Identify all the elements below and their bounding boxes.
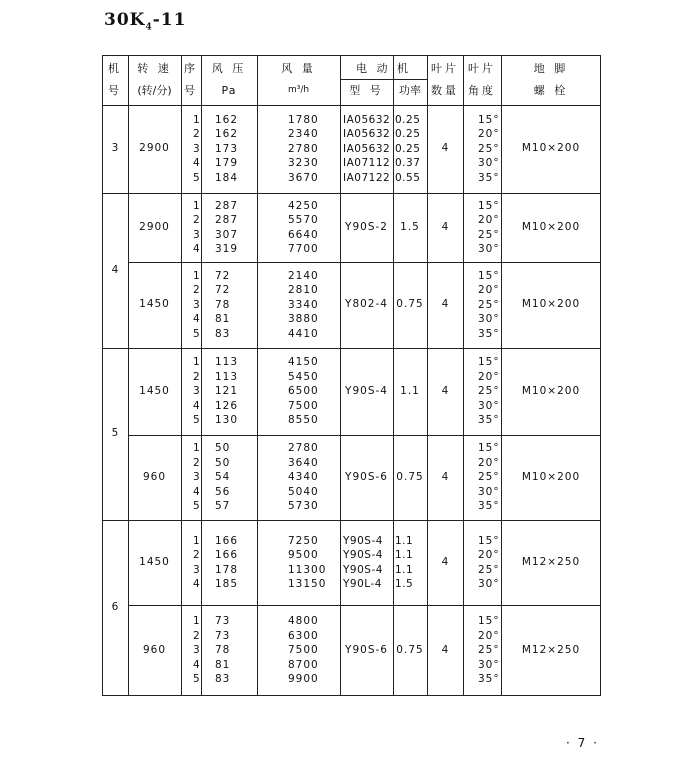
row-group-divider xyxy=(128,435,601,436)
flow-value: 9500 xyxy=(288,549,319,561)
blade-count-value: 4 xyxy=(441,298,449,310)
motor-power-value: 1.1 xyxy=(395,563,414,576)
flow-value: 3640 xyxy=(288,456,319,469)
blade-angle-value-column xyxy=(478,614,500,687)
pressure-value: 319 xyxy=(215,243,239,255)
machine-number: 5 xyxy=(111,427,119,439)
column-divider xyxy=(427,55,428,696)
row-group-divider xyxy=(128,262,601,263)
motor-model-value: IA05632 xyxy=(343,142,391,155)
seq-value: 5 xyxy=(193,414,201,427)
seq-value: 4 xyxy=(193,243,201,255)
motor-power-value-column xyxy=(395,113,420,186)
machine-number: 4 xyxy=(111,263,119,276)
flow-value-column xyxy=(288,614,319,687)
pressure-value: 83 xyxy=(215,673,231,686)
flow-value-column xyxy=(288,113,319,186)
flow-value: 13150 xyxy=(288,578,327,590)
seq-value: 2 xyxy=(193,214,201,226)
pressure-value-column xyxy=(215,441,230,514)
seq-value: 2 xyxy=(193,284,201,297)
flow-value: 2810 xyxy=(288,284,319,297)
motor-power-value: 0.55 xyxy=(395,171,421,184)
seq-value: 5 xyxy=(193,327,201,340)
pressure-value: 72 xyxy=(215,269,231,282)
motor-power-value: 0.25 xyxy=(395,128,421,141)
column-divider xyxy=(501,55,502,696)
flow-value: 7500 xyxy=(288,644,319,657)
header-machine-no: 号 xyxy=(108,84,122,97)
pressure-value-column xyxy=(215,355,238,428)
blade-count-value: 4 xyxy=(441,643,449,656)
seq-value-column xyxy=(193,269,201,342)
seq-value: 3 xyxy=(193,563,201,576)
header-seq: 号 xyxy=(184,84,198,97)
blade-angle-value: 20° xyxy=(478,549,500,561)
pressure-value: 50 xyxy=(215,456,231,469)
flow-value: 6640 xyxy=(288,228,319,241)
blade-angle-value: 30° xyxy=(478,485,500,498)
blade-angle-value: 25° xyxy=(478,471,500,484)
flow-value: 7250 xyxy=(288,534,319,547)
table-border-right xyxy=(600,55,601,696)
flow-value: 4800 xyxy=(288,615,319,628)
pressure-value: 50 xyxy=(215,442,231,455)
blade-angle-value: 35° xyxy=(478,327,500,340)
motor-model-value: Y90L-4 xyxy=(343,578,382,590)
foot-bolt-value: M10×200 xyxy=(521,384,581,397)
motor-power-value: 1.1 xyxy=(400,384,420,397)
speed-value: 2900 xyxy=(139,220,170,233)
motor-model-value: Y90S-4 xyxy=(345,384,388,397)
seq-value-column xyxy=(193,614,201,687)
seq-value: 2 xyxy=(193,128,201,141)
row-group-divider xyxy=(102,193,601,194)
blade-angle-value: 35° xyxy=(478,414,500,427)
pressure-value: 78 xyxy=(215,644,231,657)
motor-power-value: 1.1 xyxy=(395,534,414,547)
blade-angle-value: 30° xyxy=(478,399,500,412)
seq-value: 2 xyxy=(193,456,201,469)
blade-angle-value: 25° xyxy=(478,298,500,311)
flow-value: 6300 xyxy=(288,629,319,642)
column-divider xyxy=(128,55,129,696)
motor-model-value: IA07112 xyxy=(343,157,391,170)
blade-angle-value: 25° xyxy=(478,142,500,155)
blade-angle-value: 20° xyxy=(478,456,500,469)
pressure-value: 287 xyxy=(215,214,239,226)
pressure-value: 179 xyxy=(215,157,239,170)
header-speed: 转 速 xyxy=(137,62,172,75)
pressure-value-column xyxy=(215,113,238,186)
blade-angle-value-column xyxy=(478,355,500,428)
blade-angle-value: 15° xyxy=(478,269,500,282)
blade-angle-value: 30° xyxy=(478,157,500,170)
motor-header-split xyxy=(340,79,427,80)
blade-angle-value: 25° xyxy=(478,228,500,241)
motor-power-value: 0.75 xyxy=(396,470,424,483)
column-divider xyxy=(201,55,202,696)
blade-count-value: 4 xyxy=(441,555,449,568)
flow-value-column xyxy=(288,199,319,257)
blade-angle-value: 30° xyxy=(478,658,500,671)
blade-angle-value: 20° xyxy=(478,214,500,226)
blade-angle-value: 25° xyxy=(478,563,500,576)
header-seq: 序 xyxy=(184,62,198,75)
header-motor-model: 型 号 xyxy=(349,84,384,97)
blade-count-value: 4 xyxy=(441,142,449,154)
pressure-value: 121 xyxy=(215,385,239,398)
blade-angle-value-column xyxy=(478,199,500,257)
speed-value: 960 xyxy=(142,643,167,656)
motor-model-value: Y90S-4 xyxy=(343,549,383,561)
flow-value: 6500 xyxy=(288,385,319,398)
seq-value: 2 xyxy=(193,629,201,642)
blade-angle-value: 30° xyxy=(478,243,500,255)
pressure-value-column xyxy=(215,534,238,592)
flow-value: 8700 xyxy=(288,658,319,671)
header-foot-bolt: 螺 栓 xyxy=(533,84,569,97)
flow-value-column xyxy=(288,441,319,514)
pressure-value: 56 xyxy=(215,485,231,498)
seq-value: 4 xyxy=(193,399,201,412)
blade-angle-value: 30° xyxy=(478,313,500,326)
pressure-value: 126 xyxy=(215,399,239,412)
flow-value: 5730 xyxy=(288,500,319,513)
seq-value: 1 xyxy=(193,356,201,369)
blade-angle-value-column xyxy=(478,534,500,592)
pressure-value: 78 xyxy=(215,298,231,311)
foot-bolt-value: M10×200 xyxy=(521,142,581,154)
pressure-value: 162 xyxy=(215,113,239,126)
row-group-divider xyxy=(102,105,601,106)
pressure-value-column xyxy=(215,614,230,687)
foot-bolt-value: M12×250 xyxy=(521,555,581,568)
speed-value: 1450 xyxy=(139,298,170,310)
flow-value: 2780 xyxy=(288,142,319,155)
flow-value-column xyxy=(288,269,319,342)
flow-value: 5040 xyxy=(288,485,319,498)
seq-value-column xyxy=(193,355,201,428)
table-border-bottom xyxy=(102,695,601,696)
document-title: $30K_4-11$ xyxy=(104,10,187,33)
seq-value: 2 xyxy=(193,549,201,561)
motor-model-value: Y90S-6 xyxy=(345,643,388,656)
pressure-value: 184 xyxy=(215,171,239,184)
flow-value: 11300 xyxy=(288,563,327,576)
blade-angle-value: 15° xyxy=(478,534,500,547)
flow-value: 4150 xyxy=(288,356,319,369)
pressure-value: 173 xyxy=(215,142,239,155)
blade-angle-value: 35° xyxy=(478,171,500,184)
table-border-left xyxy=(102,55,103,696)
foot-bolt-value: M12×250 xyxy=(521,643,581,656)
blade-angle-value-column xyxy=(478,269,500,342)
blade-angle-value: 20° xyxy=(478,370,500,383)
foot-bolt-value: M10×200 xyxy=(521,470,581,483)
seq-value: 3 xyxy=(193,228,201,241)
header-flow-unit: m³/h xyxy=(287,85,310,95)
header-blade-count: 叶片 xyxy=(431,62,459,75)
blade-angle-value: 25° xyxy=(478,385,500,398)
blade-angle-value: 20° xyxy=(478,629,500,642)
blade-angle-value: 35° xyxy=(478,673,500,686)
pressure-value: 54 xyxy=(215,471,231,484)
blade-angle-value: 15° xyxy=(478,356,500,369)
seq-value: 1 xyxy=(193,534,201,547)
motor-model-value: IA05632 xyxy=(343,128,391,141)
blade-angle-value-column xyxy=(478,441,500,514)
row-group-divider xyxy=(102,520,601,521)
fan-spec-table xyxy=(102,55,601,696)
header-speed-unit: (转/分) xyxy=(137,84,172,97)
pressure-value-column xyxy=(215,269,230,342)
motor-model-value-column xyxy=(343,534,383,592)
seq-value-column xyxy=(193,441,201,514)
header-blade-count: 数量 xyxy=(431,84,459,97)
motor-model-value: Y90S-4 xyxy=(343,563,383,576)
flow-value: 7500 xyxy=(288,399,319,412)
seq-value: 4 xyxy=(193,578,201,590)
table-border-top xyxy=(102,55,601,56)
flow-value: 2340 xyxy=(288,128,319,141)
flow-value: 4250 xyxy=(288,199,319,212)
header-pressure-unit: Pa xyxy=(221,84,237,97)
blade-angle-value: 15° xyxy=(478,615,500,628)
flow-value: 3880 xyxy=(288,313,319,326)
page-number: · 7 · xyxy=(566,736,599,750)
pressure-value: 83 xyxy=(215,327,231,340)
column-divider xyxy=(463,55,464,696)
machine-number: 6 xyxy=(111,601,119,613)
pressure-value: 130 xyxy=(215,414,239,427)
seq-value: 4 xyxy=(193,157,201,170)
seq-value: 1 xyxy=(193,113,201,126)
motor-power-value: 0.75 xyxy=(396,643,424,656)
header-motor-power: 功率 xyxy=(399,84,421,97)
flow-value: 2780 xyxy=(288,442,319,455)
pressure-value: 185 xyxy=(215,578,239,590)
flow-value: 3670 xyxy=(288,171,319,184)
flow-value: 2140 xyxy=(288,269,319,282)
seq-value: 5 xyxy=(193,500,201,513)
speed-value: 2900 xyxy=(139,142,170,154)
motor-power-value-column xyxy=(395,534,413,592)
blade-angle-value: 35° xyxy=(478,500,500,513)
flow-value: 8550 xyxy=(288,414,319,427)
blade-angle-value: 20° xyxy=(478,128,500,141)
header-flow: 风 量 xyxy=(281,62,316,75)
blade-angle-value: 15° xyxy=(478,199,500,212)
seq-value-column xyxy=(193,113,201,186)
seq-value: 3 xyxy=(193,142,201,155)
foot-bolt-value: M10×200 xyxy=(521,298,581,310)
pressure-value: 178 xyxy=(215,563,239,576)
header-pressure: 风 压 xyxy=(211,62,247,75)
motor-model-value: Y90S-6 xyxy=(345,470,388,483)
pressure-value: 73 xyxy=(215,615,231,628)
blade-angle-value-column xyxy=(478,113,500,186)
blade-count-value: 4 xyxy=(441,470,449,483)
motor-model-value: IA07122 xyxy=(343,171,391,184)
blade-angle-value: 30° xyxy=(478,578,500,590)
pressure-value: 307 xyxy=(215,228,239,241)
blade-angle-value: 15° xyxy=(478,442,500,455)
row-group-divider xyxy=(102,348,601,349)
seq-value: 4 xyxy=(193,313,201,326)
column-divider xyxy=(181,55,182,696)
motor-power-value: 1.5 xyxy=(395,578,414,590)
machine-number: 3 xyxy=(111,142,119,154)
seq-value: 5 xyxy=(193,171,201,184)
column-divider xyxy=(340,55,341,696)
pressure-value: 81 xyxy=(215,313,231,326)
blade-angle-value: 20° xyxy=(478,284,500,297)
pressure-value: 72 xyxy=(215,284,231,297)
blade-angle-value: 25° xyxy=(478,644,500,657)
pressure-value: 73 xyxy=(215,629,231,642)
speed-value: 1450 xyxy=(139,384,170,397)
seq-value: 4 xyxy=(193,658,201,671)
motor-model-value-column xyxy=(343,113,390,186)
seq-value: 3 xyxy=(193,644,201,657)
header-motor: 电 动 机 xyxy=(356,62,411,75)
blade-angle-value: 15° xyxy=(478,113,500,126)
flow-value: 4410 xyxy=(288,327,319,340)
speed-value: 1450 xyxy=(139,555,170,568)
motor-model-value: IA05632 xyxy=(343,113,391,126)
flow-value: 4340 xyxy=(288,471,319,484)
speed-value: 960 xyxy=(142,470,167,483)
motor-power-value: 1.1 xyxy=(395,549,414,561)
column-divider xyxy=(393,55,394,696)
seq-value: 1 xyxy=(193,615,201,628)
motor-power-value: 0.37 xyxy=(395,157,421,170)
header-blade-angle: 角度 xyxy=(468,84,496,97)
flow-value: 7700 xyxy=(288,243,319,255)
seq-value-column xyxy=(193,534,201,592)
seq-value: 2 xyxy=(193,370,201,383)
flow-value: 5570 xyxy=(288,214,319,226)
motor-power-value: 1.5 xyxy=(400,220,420,233)
flow-value-column xyxy=(288,534,326,592)
pressure-value: 81 xyxy=(215,658,231,671)
motor-power-value: 0.25 xyxy=(395,142,421,155)
seq-value: 1 xyxy=(193,442,201,455)
pressure-value: 162 xyxy=(215,128,239,141)
seq-value: 4 xyxy=(193,485,201,498)
pressure-value: 113 xyxy=(215,356,239,369)
pressure-value: 57 xyxy=(215,500,231,513)
blade-count-value: 4 xyxy=(441,220,449,233)
seq-value: 3 xyxy=(193,385,201,398)
seq-value: 3 xyxy=(193,471,201,484)
seq-value-column xyxy=(193,199,201,257)
motor-model-value: Y802-4 xyxy=(345,298,388,310)
pressure-value-column xyxy=(215,199,238,257)
flow-value: 9900 xyxy=(288,673,319,686)
header-blade-angle: 叶片 xyxy=(468,62,496,75)
flow-value: 1780 xyxy=(288,113,319,126)
motor-model-value: Y90S-2 xyxy=(345,220,388,233)
motor-power-value: 0.75 xyxy=(396,298,424,310)
flow-value-column xyxy=(288,355,319,428)
flow-value: 5450 xyxy=(288,370,319,383)
column-divider xyxy=(257,55,258,696)
motor-model-value: Y90S-4 xyxy=(343,534,383,547)
flow-value: 3230 xyxy=(288,157,319,170)
seq-value: 1 xyxy=(193,269,201,282)
pressure-value: 113 xyxy=(215,370,239,383)
flow-value: 3340 xyxy=(288,298,319,311)
seq-value: 3 xyxy=(193,298,201,311)
pressure-value: 287 xyxy=(215,199,239,212)
header-foot-bolt: 地 脚 xyxy=(533,62,569,75)
pressure-value: 166 xyxy=(215,534,239,547)
pressure-value: 166 xyxy=(215,549,239,561)
blade-count-value: 4 xyxy=(441,384,449,397)
seq-value: 1 xyxy=(193,199,201,212)
header-machine-no: 机 xyxy=(108,62,122,75)
row-group-divider xyxy=(128,605,601,606)
seq-value: 5 xyxy=(193,673,201,686)
foot-bolt-value: M10×200 xyxy=(521,220,581,233)
motor-power-value: 0.25 xyxy=(395,113,421,126)
